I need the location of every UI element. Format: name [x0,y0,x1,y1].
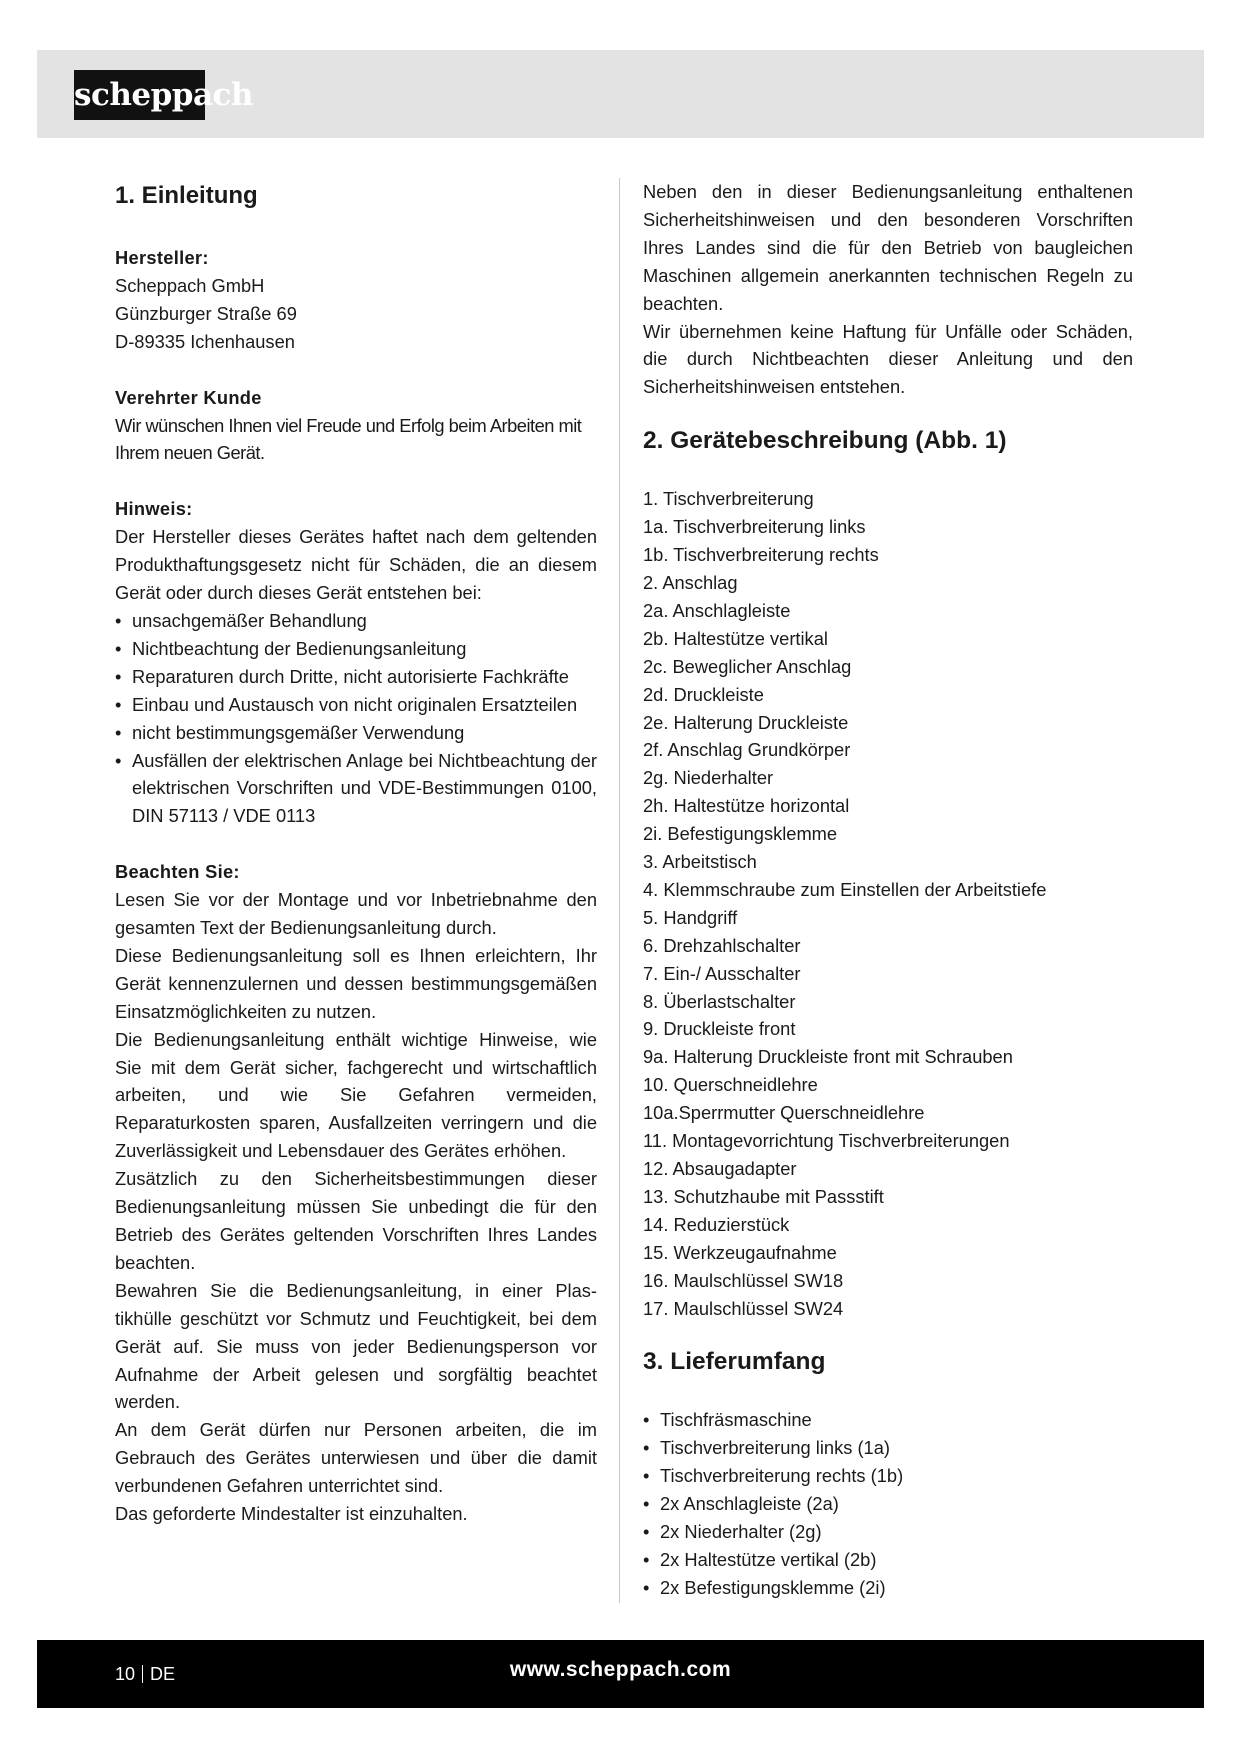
list-item: 10. Querschneidlehre [643,1074,818,1096]
list-item: • unsachgemäßer Behandlung [115,607,597,635]
list-item: • Tischfräsmaschine [643,1406,1133,1434]
list-item: 10a.Sperrmutter Querschneidlehre [643,1102,925,1124]
manufacturer-label: Hersteller: [115,247,209,268]
right-column [643,178,1133,1602]
list-item: 13. Schutzhaube mit Passstift [643,1185,884,1207]
list-item: 17. Maulschlüssel SW24 [643,1297,844,1319]
list-item: 1a. Tischverbreiterung links [643,516,866,538]
list-item: • nicht bestimmungsgemäßer Verwendung [115,719,597,747]
page-header [37,50,1204,138]
list-item: 8. Überlastschalter [643,990,796,1012]
list-item: 16. Maulschlüssel SW18 [643,1269,844,1291]
page-number-value: 10 [115,1664,136,1684]
list-item: 5. Handgriff [643,906,738,928]
list-item: • 2x Haltestütze vertikal (2b) [643,1546,1133,1574]
section-1-heading: 1. Einleitung [115,182,258,209]
intro-paragraph: Neben den in dieser Bedienungsanleitung enthaltenen Sicherheitshinweisen und den besonderen Vorschriften Ihres Landes sind die für den Betrieb von baugleichen Maschinen allgemein anerkannten technischen Regeln zu beachten. [643,181,1133,314]
note-label: Hinweis: [115,498,193,520]
left-column [115,178,597,1528]
parts-list [643,485,1133,1322]
list-item: 4. Klemmschraube zum Einstellen der Arbeitstiefe [643,878,1047,900]
list-item: 2c. Beweglicher Anschlag [643,655,852,677]
list-item: 2e. Halterung Druckleiste [643,711,849,733]
attention-paragraph: Lesen Sie vor der Montage und vor Inbetriebnahme den gesamten Text der Bedienungsanleitung durch. [115,889,597,939]
language-code: DE [150,1664,176,1684]
attention-paragraph: Das geforderte Mindestalter ist einzuhalten. [115,1503,468,1525]
list-item: • Ausfällen der elektrischen Anlage bei Nichtbeachtung der elektrischen Vorschriften und VDE-Bestimmungen 0100, DIN 57113 / VDE 0113 [115,747,597,831]
list-item: • Tischverbreiterung rechts (1b) [643,1462,1133,1490]
list-item: 2i. Befestigungsklemme [643,823,838,845]
intro-paragraph: Wir übernehmen keine Haftung für Unfälle oder Schäden, die durch Nichtbeachten dieser Anleitung und den Sicherheitshinweisen entstehen. [643,320,1133,398]
attention-label: Beachten Sie: [115,861,240,883]
delivery-list [643,1406,1133,1601]
list-item: • 2x Niederhalter (2g) [643,1518,1133,1546]
manufacturer-line: Günzburger Straße 69 [115,302,297,324]
list-item: • Einbau und Austausch von nicht originalen Ersatzteilen [115,691,597,719]
column-divider [619,178,620,1603]
list-item: 3. Arbeitstisch [643,851,757,873]
manufacturer-line: D-89335 Ichenhausen [115,330,295,352]
section-3-heading: 3. Lieferumfang [643,1348,826,1376]
list-item: 2b. Haltestütze vertikal [643,627,828,649]
attention-paragraph: Bewahren Sie die Bedienungsanleitung, in einer Plastikhülle geschützt vor Schmutz und Feuchtigkeit, bei dem Gerät auf. Sie muss von jeder Bedienungsperson vor Aufnahme der Arbeit gelesen und sorgfältig beachtet werden. [115,1279,597,1413]
list-item: 11. Montagevorrichtung Tischverbreiterungen [643,1130,1010,1152]
scheppach-logo: scheppach [74,70,205,120]
list-item: • 2x Anschlagleiste (2a) [643,1490,1133,1518]
list-item: 2g. Niederhalter [643,767,774,789]
list-item: 9a. Halterung Druckleiste front mit Schrauben [643,1046,1013,1068]
attention-paragraph: Die Bedienungsanleitung enthält wichtige Hinweise, wie Sie mit dem Gerät sicher, fachgerecht und wirtschaftlich arbeiten, und wie Sie Gefahren vermeiden, Reparaturkosten sparen, Ausfallzeiten verringern und die Zuverlässigkeit und Lebensdauer des Gerätes erhöhen. [115,1028,597,1162]
note-text: Der Hersteller dieses Gerätes haftet nach dem geltenden Produkthaftungsgesetz nicht für Schäden, die an diesem Gerät oder durch dieses Gerät entstehen bei: [115,526,597,604]
list-item: 7. Ein-/ Ausschalter [643,962,801,984]
manufacturer-line: Scheppach GmbH [115,274,265,296]
attention-paragraph: Zusätzlich zu den Sicherheitsbestimmungen dieser Bedienungsanleitung müssen Sie unbedingt die für den Betrieb des Gerätes geltenden Vorschriften Ihres Landes beachten. [115,1168,597,1273]
attention-paragraph: Diese Bedienungsanleitung soll es Ihnen erleichtern, Ihr Gerät kennenzulernen und dessen bestimmungsgemäßen Einsatzmöglichkeiten zu nutzen. [115,944,597,1022]
list-item: 9. Druckleiste front [643,1018,796,1040]
list-item: • Nichtbeachtung der Bedienungsanleitung [115,635,597,663]
list-item: 2. Anschlag [643,571,738,593]
list-item: 2f. Anschlag Grundkörper [643,739,851,761]
list-item: • Tischverbreiterung links (1a) [643,1434,1133,1462]
list-item: 1. Tischverbreiterung [643,488,814,510]
attention-paragraph: An dem Gerät dürfen nur Personen arbeiten, die im Gebrauch des Gerätes unterwiesen und über die damit verbundenen Gefahren unterrichtet sind. [115,1419,597,1497]
list-item: • Reparaturen durch Dritte, nicht autorisierte Fachkräfte [115,663,597,691]
list-item: 6. Drehzahlschalter [643,934,801,956]
list-item: 2a. Anschlagleiste [643,599,791,621]
section-2-heading: 2. Gerätebeschreibung (Abb. 1) [643,427,1007,455]
customer-text: Wir wünschen Ihnen viel Freude und Erfolg beim Arbeiten mit Ihrem neuen Gerät. [115,414,582,464]
note-bullet-list [115,607,597,830]
page-footer [37,1640,1204,1708]
list-item: 2d. Druckleiste [643,683,764,705]
list-item: 2h. Haltestütze horizontal [643,795,850,817]
list-item: 12. Absaugadapter [643,1158,797,1179]
customer-label: Verehrter Kunde [115,386,262,408]
list-item: 15. Werkzeugaufnahme [643,1241,837,1263]
website-link[interactable]: www.scheppach.com [509,1658,732,1681]
list-item: • 2x Befestigungsklemme (2i) [643,1574,1133,1602]
list-item: 1b. Tischverbreiterung rechts [643,544,879,566]
list-item: 14. Reduzierstück [643,1213,790,1235]
